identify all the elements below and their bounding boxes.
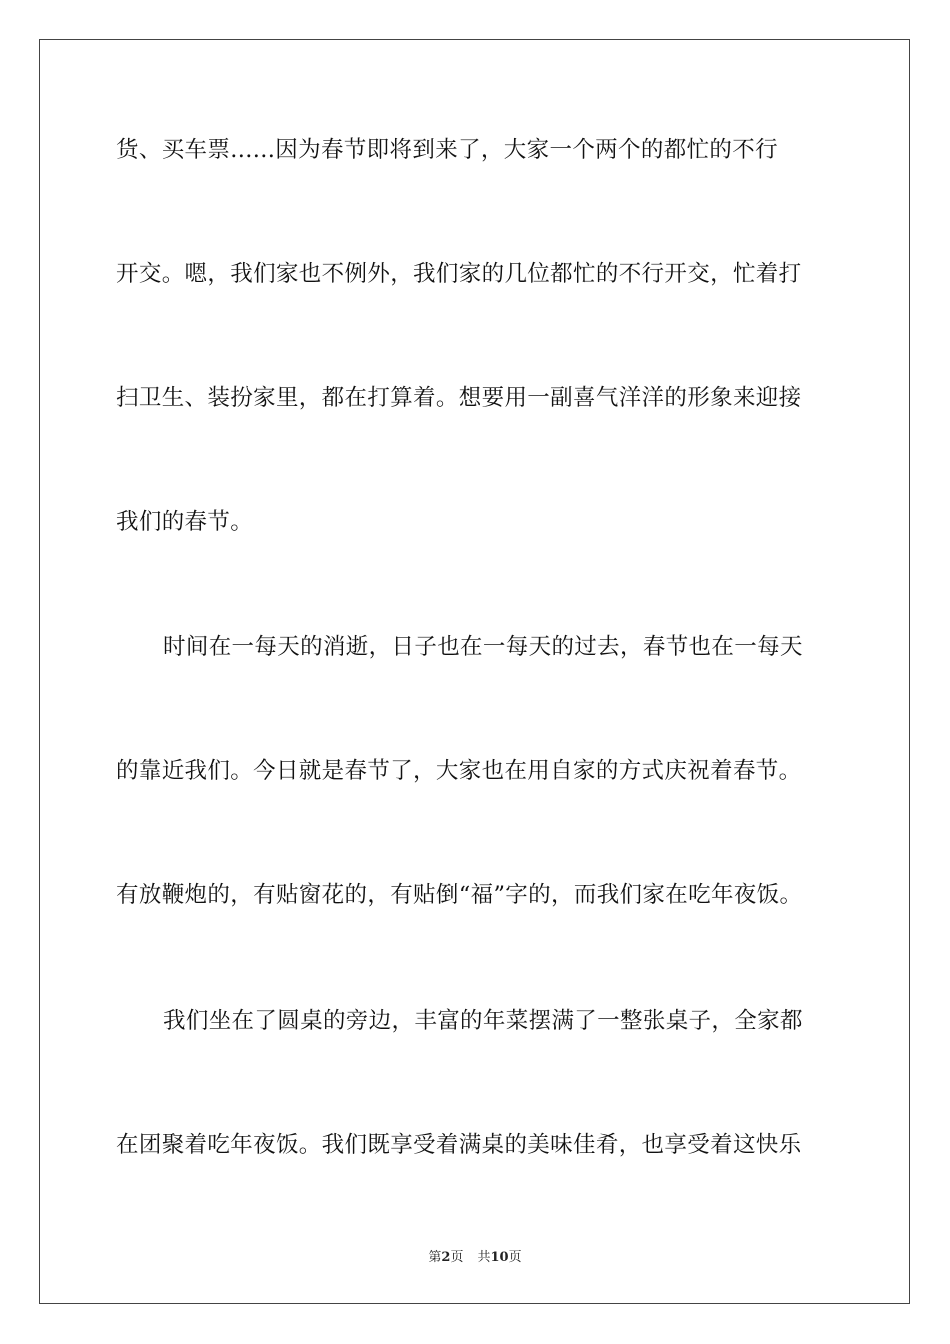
text-line-7: 有放鞭炮的，有贴窗花的，有贴倒“福”字的，而我们家在吃年夜饭。 (116, 882, 803, 908)
text-line-8: 我们坐在了圆桌的旁边，丰富的年菜摆满了一整张桌子，全家都 (163, 1008, 803, 1034)
text-line-5: 时间在一每天的消逝，日子也在一每天的过去，春节也在一每天 (163, 634, 803, 660)
text-line-6: 的靠近我们。今日就是春节了，大家也在用自家的方式庆祝着春节。 (116, 758, 802, 784)
text-line-3: 扫卫生、装扮家里，都在打算着。想要用一副喜气洋洋的形象来迎接 (116, 385, 802, 411)
total-prefix: 共 (477, 1250, 491, 1265)
page-prefix: 第 (428, 1250, 442, 1265)
text-line-1: 货、买车票......因为春节即将到来了，大家一个两个的都忙的不行 (116, 137, 778, 163)
page-current: 2 (441, 1250, 451, 1265)
text-line-9: 在团聚着吃年夜饭。我们既享受着满桌的美味佳肴，也享受着这快乐 (116, 1132, 802, 1158)
page-suffix: 页 (450, 1250, 464, 1265)
text-line-4: 我们的春节。 (116, 509, 254, 535)
page-footer (0, 1250, 950, 1266)
page-total: 10 (490, 1250, 509, 1265)
page-border (39, 39, 910, 1304)
text-line-2: 开交。嗯，我们家也不例外，我们家的几位都忙的不行开交，忙着打 (116, 261, 802, 287)
total-suffix: 页 (508, 1250, 522, 1265)
